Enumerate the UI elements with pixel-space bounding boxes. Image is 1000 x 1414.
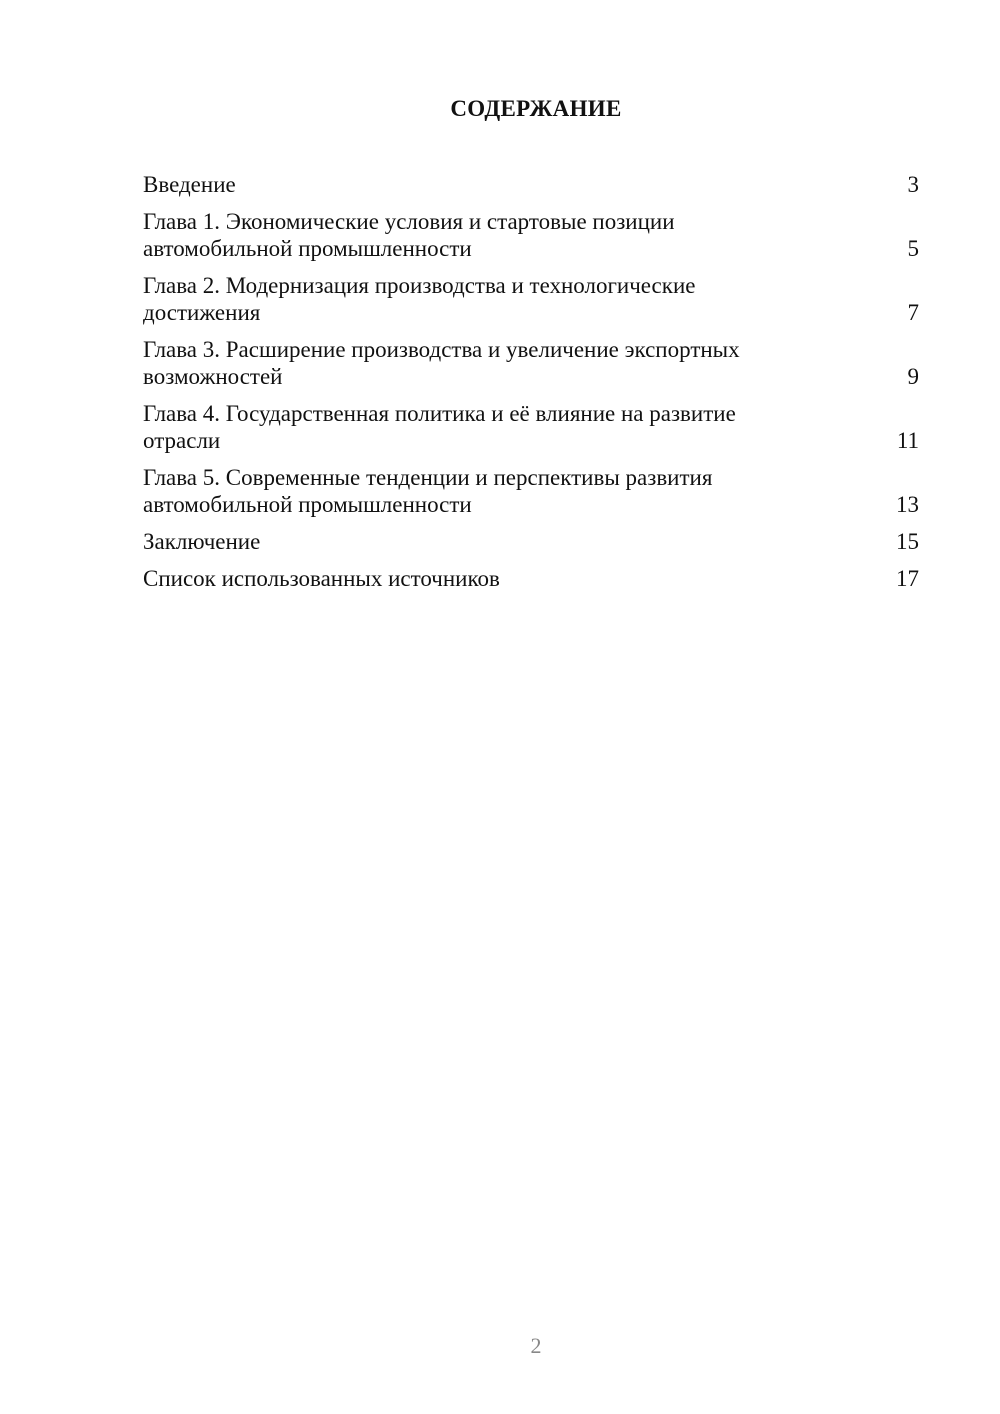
toc-entry-chapter-5 — [143, 464, 919, 518]
toc-entry-label: Глава 4. Государственная политика и её влияние на развитие отрасли — [143, 401, 736, 453]
toc-entry-page: 5 — [907, 236, 919, 261]
table-of-contents — [143, 171, 919, 602]
toc-entry-references — [143, 565, 919, 592]
toc-entry-label: Список использованных источников — [143, 566, 500, 591]
toc-entry-label: Глава 5. Современные тенденции и перспективы развития автомобильной промышленности — [143, 465, 713, 517]
toc-entry-label: Глава 1. Экономические условия и стартовые позиции автомобильной промышленности — [143, 209, 675, 261]
toc-entry-label: Введение — [143, 172, 236, 197]
toc-entry-chapter-4 — [143, 400, 919, 454]
toc-entry-page: 7 — [907, 300, 919, 325]
toc-entry-page: 17 — [896, 566, 919, 591]
toc-entry-page: 9 — [907, 364, 919, 389]
toc-entry-chapter-3 — [143, 336, 919, 390]
toc-entry-page: 13 — [896, 492, 919, 517]
page-number: 2 — [530, 1333, 542, 1358]
toc-entry-label: Глава 3. Расширение производства и увеличение экспортных возможностей — [143, 337, 740, 389]
toc-entry-introduction — [143, 171, 919, 198]
toc-entry-page: 3 — [907, 172, 919, 197]
toc-entry-chapter-1 — [143, 208, 919, 262]
toc-entry-conclusion — [143, 528, 919, 555]
toc-entry-page: 15 — [896, 529, 919, 554]
toc-entry-chapter-2 — [143, 272, 919, 326]
toc-entry-page: 11 — [896, 428, 919, 453]
toc-entry-label: Заключение — [143, 529, 261, 554]
toc-entry-label: Глава 2. Модернизация производства и технологические достижения — [143, 273, 696, 325]
page-title: СОДЕРЖАНИЕ — [450, 96, 622, 121]
